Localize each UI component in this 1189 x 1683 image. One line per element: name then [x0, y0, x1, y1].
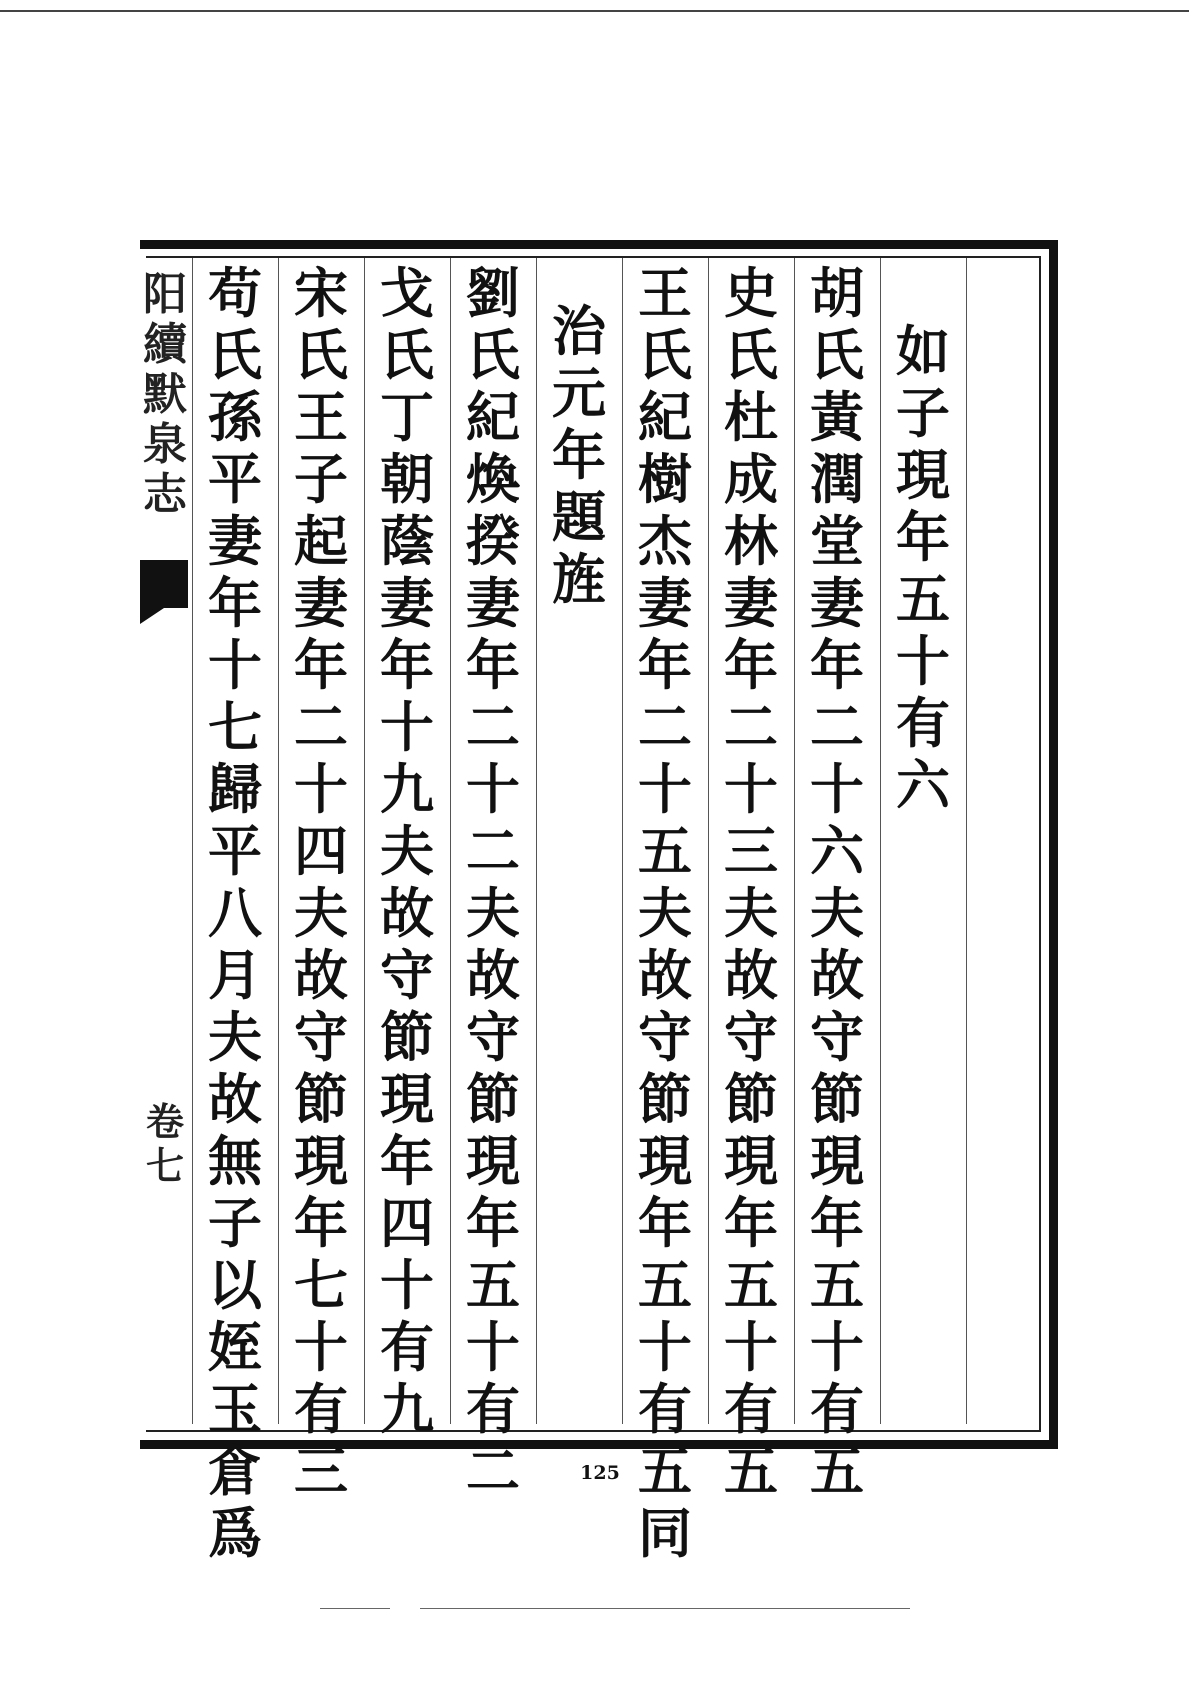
column-rule — [536, 258, 537, 1424]
column-rule — [880, 258, 881, 1424]
column-rule — [364, 258, 365, 1424]
text-column-6: 劉氏紀煥揆妻年二十二夫故守節現年五十有二 — [466, 261, 520, 1503]
column-rule — [966, 258, 967, 1424]
text-column-4: 王氏紀樹杰妻年二十五夫故守節現年五十有五同 — [638, 261, 692, 1565]
gutter-title: 阳續默泉志 — [143, 269, 187, 520]
text-column-3: 史氏杜成林妻年二十三夫故守節現年五十有五 — [724, 261, 778, 1503]
column-rule — [708, 258, 709, 1424]
column-rule — [192, 258, 193, 1424]
fish-tail-mark — [140, 560, 188, 608]
column-rule — [794, 258, 795, 1424]
fish-tail-notch — [140, 608, 188, 624]
column-rule — [450, 258, 451, 1424]
text-column-5: 治元年 題旌 — [552, 299, 660, 611]
page-number: 125 — [580, 1462, 620, 1484]
text-column-2: 胡氏黃潤堂妻年二十六夫故守節現年五十有五 — [810, 261, 864, 1503]
text-column-9: 苟氏孫平妻年十七歸平八月夫故無子以姪玉倉爲 — [208, 261, 262, 1565]
top-rule — [0, 10, 1189, 12]
text-column-8: 宋氏王子起妻年二十四夫故守節現年七十有三 — [294, 261, 348, 1503]
text-column-7: 戈氏丁朝蔭妻年十九夫故守節現年四十有九 — [380, 261, 434, 1441]
bottom-rule — [420, 1608, 910, 1609]
gutter-volume: 卷七 — [145, 1099, 184, 1188]
bottom-rule — [320, 1608, 390, 1609]
column-rule — [278, 258, 279, 1424]
text-column-1: 如子現年五十有六 — [896, 319, 950, 817]
